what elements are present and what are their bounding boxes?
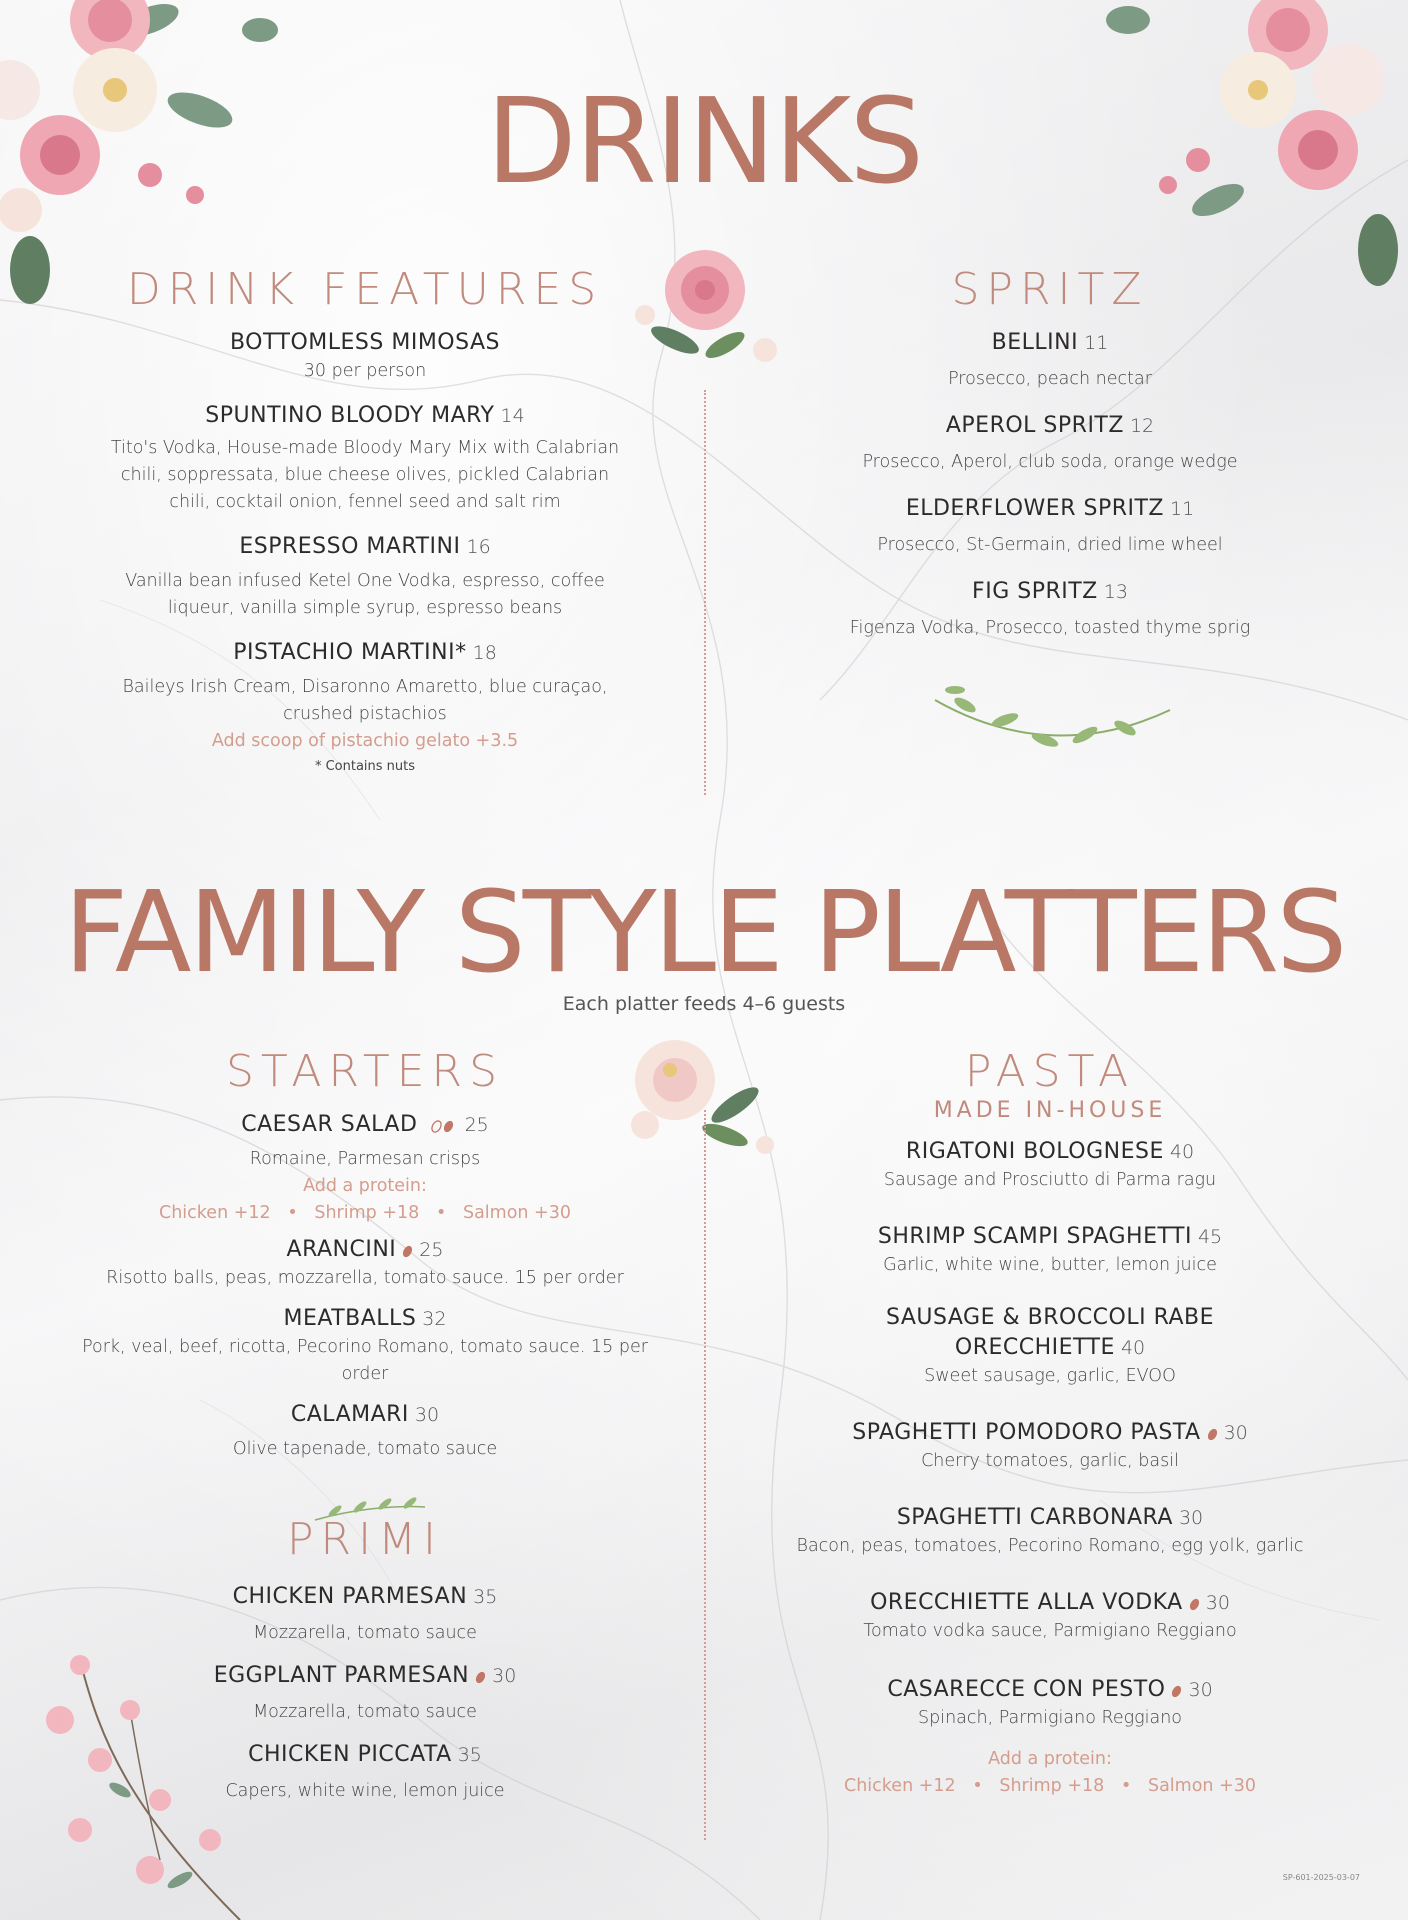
item-desc: Bacon, peas, tomatoes, Pecorino Romano, egg yolk, garlic: [796, 1536, 1304, 1556]
item-desc: Mozzarella, tomato sauce: [253, 1702, 477, 1722]
menu-item: [790, 1675, 1310, 1732]
item-note: * Contains nuts: [314, 759, 416, 774]
item-desc: Prosecco, Aperol, club soda, orange wedge: [862, 452, 1238, 472]
family-style-platters-title: FAMILY STYLE PLATTERS: [63, 868, 1345, 998]
item-name: EGGPLANT PARMESAN: [213, 1663, 470, 1688]
item-price: 40: [1169, 1141, 1195, 1163]
item-desc: Pork, veal, beef, ricotta, Pecorino Romano, tomato sauce. 15 per order: [82, 1337, 648, 1384]
item-price: 30: [1205, 1592, 1230, 1614]
platters-column-divider: [704, 1110, 706, 1840]
item-price: 30: [414, 1404, 440, 1426]
pasta-addon: [790, 1746, 1310, 1800]
item-price: 35: [473, 1586, 498, 1608]
vegetarian-leaf-icon: [1189, 1598, 1200, 1611]
item-price: 25: [419, 1239, 444, 1261]
item-price: 25: [464, 1114, 489, 1136]
item-name: ESPRESSO MARTINI: [239, 534, 461, 559]
starters-section: [60, 1046, 670, 1463]
item-name: PISTACHIO MARTINI*: [233, 640, 467, 665]
vegetarian-leaf-icon: [402, 1245, 413, 1258]
item-desc: Prosecco, St-Germain, dried lime wheel: [877, 535, 1223, 555]
item-price: 35: [457, 1744, 482, 1766]
item-name: CHICKEN PICCATA: [248, 1742, 452, 1767]
item-name: FIG SPRITZ: [972, 579, 1098, 604]
starters-heading: STARTERS: [225, 1046, 505, 1097]
menu-item: [60, 1235, 670, 1292]
item-price: 30: [492, 1665, 517, 1687]
item-price: 14: [500, 405, 525, 427]
menu-item: [790, 1137, 1310, 1194]
item-name: RIGATONI BOLOGNESE: [905, 1139, 1164, 1164]
item-desc: Tito's Vodka, House-made Bloody Mary Mix with Calabrian chili, soppressata, blue cheese olives, pickled Calabrian chili, cocktail onion, fennel seed and salt rim: [110, 438, 620, 512]
pasta-heading: PASTA: [964, 1046, 1136, 1097]
item-name: CASARECCE CON PESTO: [887, 1677, 1166, 1702]
spritz-section: [800, 264, 1300, 642]
item-desc: Olive tapenade, tomato sauce: [232, 1439, 498, 1459]
item-desc: Sweet sausage, garlic, EVOO: [924, 1366, 1176, 1386]
footer-code: SP-601-2025-03-07: [1282, 1873, 1360, 1882]
rose-decoration-center-top: [625, 245, 795, 375]
item-desc: Baileys Irish Cream, Disaronno Amaretto, blue curaçao, crushed pistachios: [122, 677, 608, 724]
menu-item: [790, 1303, 1310, 1390]
item-desc: Vanilla bean infused Ketel One Vodka, espresso, coffee liqueur, vanilla simple syrup, espresso beans: [125, 571, 605, 618]
item-name: ARANCINI: [286, 1237, 397, 1262]
drink-features-section: [100, 264, 630, 774]
menu-item: [790, 1418, 1310, 1475]
pasta-subheading: MADE IN-HOUSE: [933, 1098, 1167, 1123]
primi-heading: PRIMI: [286, 1514, 444, 1565]
item-name: CAESAR SALAD: [241, 1112, 418, 1137]
menu-item: [60, 1304, 670, 1388]
addon-label: Add a protein:: [988, 1749, 1112, 1769]
vegetarian-leaf-icon: [475, 1671, 486, 1684]
item-desc: Prosecco, peach nectar: [948, 369, 1152, 389]
item-desc: Figenza Vodka, Prosecco, toasted thyme sprig: [849, 618, 1251, 638]
menu-item: [800, 328, 1300, 393]
item-price: 13: [1103, 581, 1128, 603]
menu-item: [100, 532, 630, 622]
item-price: 12: [1129, 415, 1155, 437]
item-desc: 30 per person: [303, 361, 427, 381]
item-name: APEROL SPRITZ: [945, 413, 1124, 438]
menu-item: [800, 411, 1300, 476]
menu-item: [60, 1110, 670, 1227]
item-desc: Garlic, white wine, butter, lemon juice: [883, 1255, 1217, 1275]
spritz-heading: SPRITZ: [951, 264, 1149, 315]
menu-item: [100, 638, 630, 774]
item-price: 30: [1223, 1422, 1248, 1444]
vegetarian-leaf-icon: [1171, 1685, 1182, 1698]
item-name: ORECCHIETTE ALLA VODKA: [870, 1590, 1183, 1615]
item-desc: Spinach, Parmigiano Reggiano: [918, 1708, 1182, 1728]
vegetarian-leaf-icon: [1207, 1428, 1218, 1441]
item-name: SPUNTINO BLOODY MARY: [205, 403, 495, 428]
item-price: 18: [472, 642, 497, 664]
family-subtitle: Each platter feeds 4–6 guests: [562, 993, 846, 1015]
item-desc: Sausage and Prosciutto di Parma ragu: [883, 1170, 1217, 1190]
item-price: 45: [1197, 1226, 1223, 1248]
vegetarian-leaf-icon: [431, 1120, 442, 1133]
item-desc: Risotto balls, peas, mozzarella, tomato sauce. 15 per order: [106, 1268, 624, 1288]
item-name: BOTTOMLESS MIMOSAS: [229, 330, 501, 355]
drinks-title: DRINKS: [485, 72, 923, 210]
menu-item: [790, 1503, 1310, 1560]
menu-item: [100, 1661, 630, 1726]
menu-item: [800, 494, 1300, 559]
menu-item: [100, 401, 630, 516]
menu-item: [100, 1740, 630, 1805]
item-name-line2: ORECCHIETTE: [954, 1335, 1115, 1360]
menu-item: [800, 577, 1300, 642]
pasta-section: [790, 1046, 1310, 1800]
item-name: ELDERFLOWER SPRITZ: [905, 496, 1164, 521]
item-name: SPAGHETTI POMODORO PASTA: [852, 1420, 1201, 1445]
item-addon: Add scoop of pistachio gelato +3.5: [211, 731, 519, 751]
item-price: 40: [1120, 1337, 1146, 1359]
menu-item: [100, 1582, 630, 1647]
menu-item: [790, 1222, 1310, 1279]
menu-item: [790, 1588, 1310, 1645]
addon-options: Chicken +12 • Shrimp +18 • Salmon +30: [844, 1776, 1256, 1796]
item-price: 32: [422, 1308, 447, 1330]
primi-section: [100, 1514, 630, 1805]
item-price: 11: [1084, 332, 1109, 354]
item-desc: Cherry tomatoes, garlic, basil: [921, 1451, 1179, 1471]
drinks-column-divider: [704, 390, 706, 795]
menu-item: [60, 1400, 670, 1463]
addon-options: Chicken +12 • Shrimp +18 • Salmon +30: [159, 1203, 571, 1223]
item-name: MEATBALLS: [283, 1306, 417, 1331]
item-name: SHRIMP SCAMPI SPAGHETTI: [877, 1224, 1192, 1249]
item-name: SAUSAGE & BROCCOLI RABE: [885, 1305, 1215, 1330]
item-desc: Romaine, Parmesan crisps: [249, 1149, 481, 1169]
item-name: BELLINI: [991, 330, 1079, 355]
menu-item: [100, 328, 630, 385]
addon-label: Add a protein:: [303, 1176, 427, 1196]
item-name: SPAGHETTI CARBONARA: [896, 1505, 1173, 1530]
item-name: CALAMARI: [290, 1402, 409, 1427]
item-desc: Capers, white wine, lemon juice: [225, 1781, 505, 1801]
item-price: 30: [1188, 1679, 1213, 1701]
leaf-sprig-spritz: [925, 680, 1175, 760]
item-name: CHICKEN PARMESAN: [232, 1584, 468, 1609]
drink-features-heading: DRINK FEATURES: [126, 264, 604, 315]
item-price: 30: [1178, 1507, 1204, 1529]
item-price: 16: [466, 536, 491, 558]
item-price: 11: [1170, 498, 1195, 520]
item-desc: Mozzarella, tomato sauce: [253, 1623, 477, 1643]
item-desc: Tomato vodka sauce, Parmigiano Reggiano: [863, 1621, 1237, 1641]
vegetarian-leaf-icon: [443, 1120, 454, 1133]
